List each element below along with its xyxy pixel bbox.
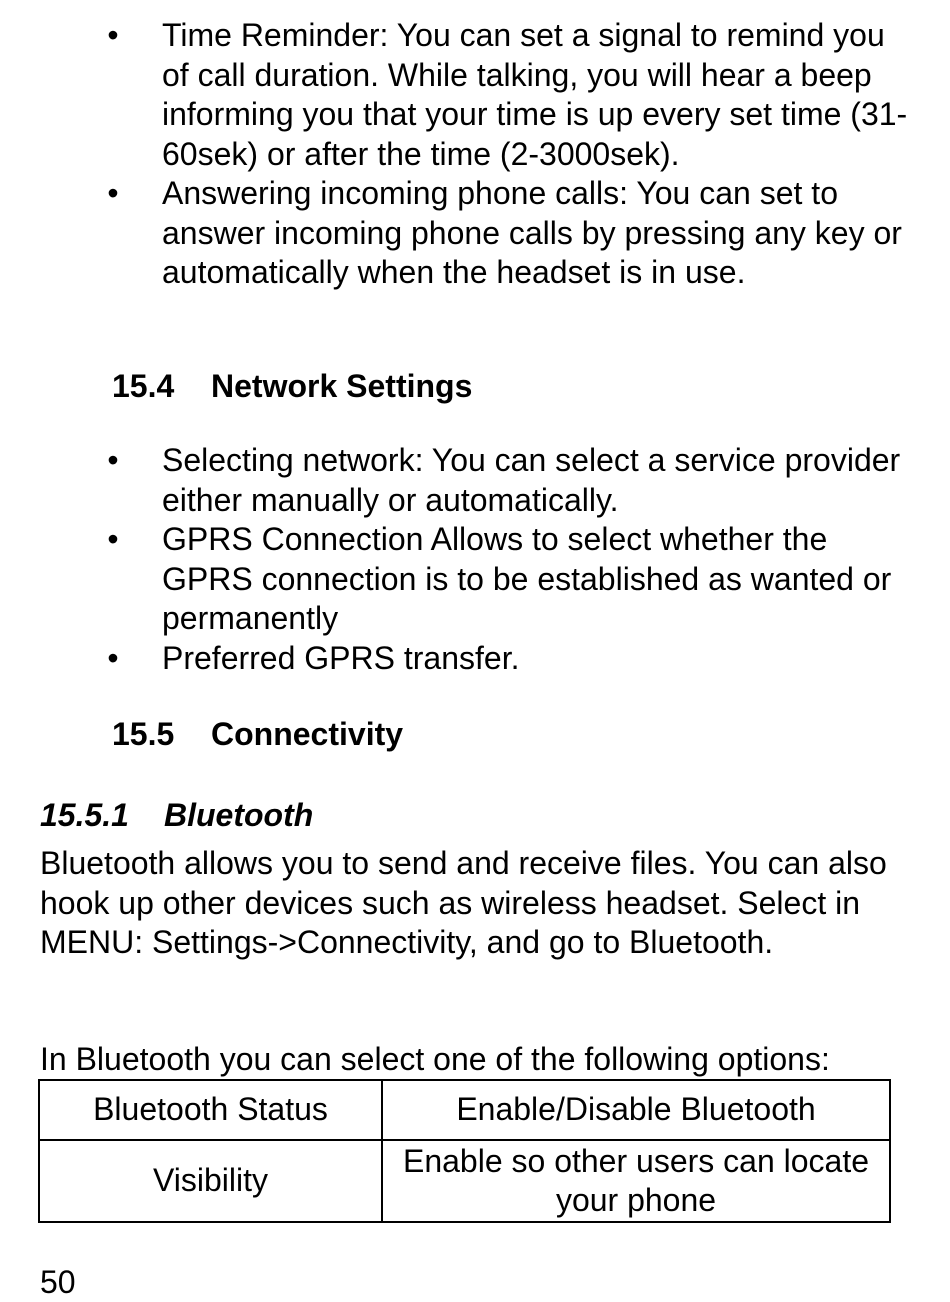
section-title: Connectivity — [211, 716, 404, 752]
list-item — [0, 639, 950, 679]
bullet-text-preferred-gprs: Preferred GPRS transfer. — [162, 639, 520, 676]
section-15-3-bullet-list — [0, 16, 950, 293]
subsection-title: Bluetooth — [164, 797, 314, 833]
bullet-text-time-reminder: Time Reminder: You can set a signal to remind you of call duration. While talking, you will hear a beep informing you that your time is up every set time (31-60sek) or after the time (2-3000sek). — [162, 17, 908, 172]
list-item — [0, 520, 950, 639]
option-description-cell: Enable/Disable Bluetooth — [382, 1080, 890, 1140]
page-number: 50 — [40, 1264, 76, 1300]
table-row — [39, 1140, 890, 1222]
bluetooth-options-intro: In Bluetooth you can select one of the following options: — [40, 1041, 830, 1077]
bullet-marker: • — [107, 521, 119, 557]
list-item — [0, 16, 950, 174]
section-title: Network Settings — [211, 368, 473, 404]
list-item — [0, 174, 950, 293]
bullet-text-selecting-network: Selecting network: You can select a service provider either manually or automatically. — [162, 442, 901, 518]
bluetooth-options-table — [38, 1079, 891, 1223]
section-15-4-bullet-list — [0, 441, 950, 678]
bluetooth-description: Bluetooth allows you to send and receive files. You can also hook up other devices such as wireless headset. Select in MENU: Settings->Connectivity, and go to Bluetooth. — [40, 845, 887, 960]
subsection-number: 15.5.1 — [40, 797, 129, 833]
bullet-marker: • — [107, 639, 119, 676]
option-name-cell: Bluetooth Status — [39, 1080, 382, 1140]
section-heading-network-settings — [112, 366, 472, 406]
bullet-marker: • — [107, 175, 119, 211]
subsection-heading-bluetooth — [40, 795, 313, 835]
bullet-text-answering-calls: Answering incoming phone calls: You can set to answer incoming phone calls by pressing any key or automatically when the headset is in use. — [162, 175, 902, 290]
section-number: 15.5 — [112, 716, 175, 752]
table-row — [39, 1080, 890, 1140]
bullet-marker: • — [107, 442, 119, 478]
list-item — [0, 441, 950, 520]
section-number: 15.4 — [112, 368, 175, 404]
option-description-cell: Enable so other users can locate your phone — [382, 1140, 890, 1222]
bullet-text-gprs-connection: GPRS Connection Allows to select whether the GPRS connection is to be established as wanted or permanently — [162, 521, 892, 636]
option-name-cell: Visibility — [39, 1140, 382, 1222]
bullet-marker: • — [107, 17, 119, 53]
section-heading-connectivity — [112, 714, 403, 754]
